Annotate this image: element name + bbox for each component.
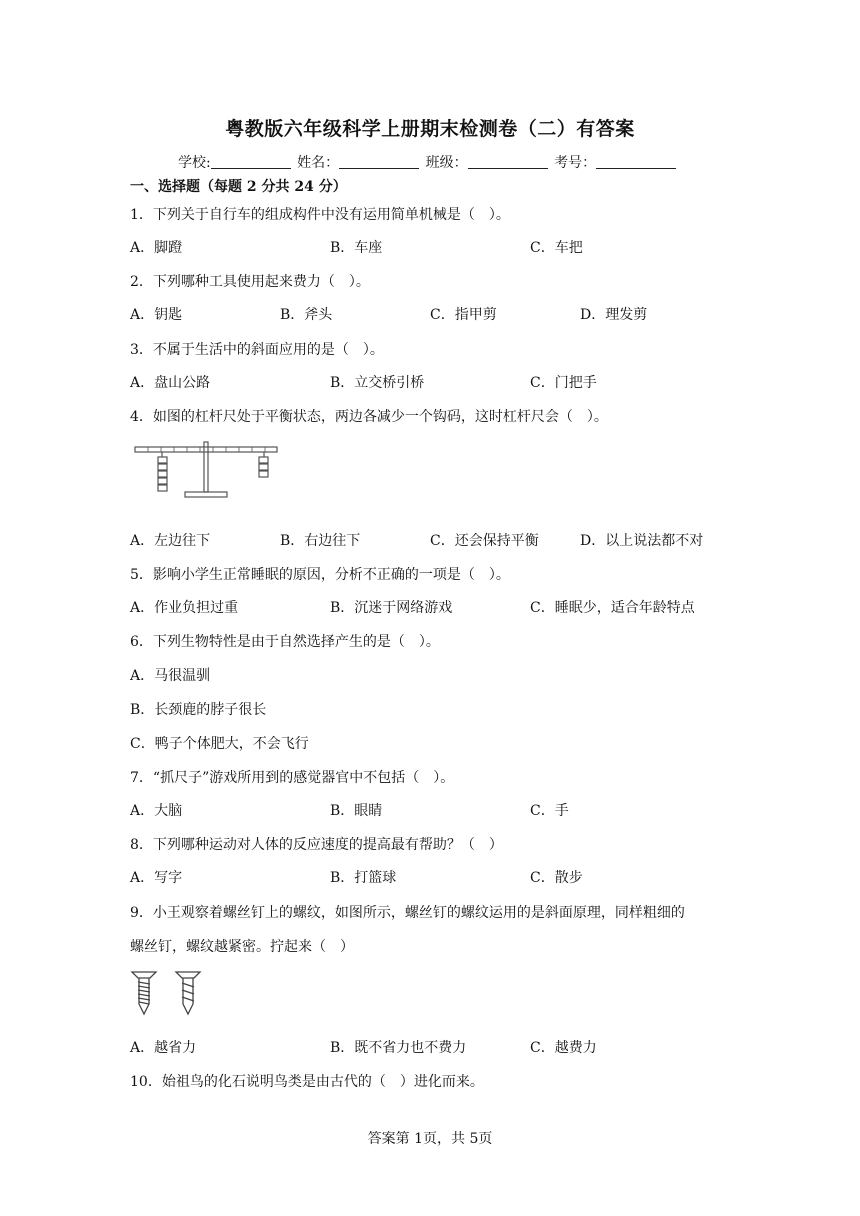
q2-option-c[interactable]: C．指甲剪 bbox=[430, 307, 497, 323]
q1-option-a[interactable]: A．脚蹬 bbox=[130, 240, 183, 256]
lever-balance-figure bbox=[133, 440, 279, 510]
q8-option-c[interactable]: C．散步 bbox=[530, 870, 583, 886]
q4-option-c[interactable]: C．还会保持平衡 bbox=[430, 533, 539, 549]
question-6: 6．下列生物特性是由于自然选择产生的是（ ）。 bbox=[130, 634, 440, 650]
question-9-line-2: 螺丝钉，螺纹越紧密。拧起来（ ） bbox=[130, 939, 354, 955]
q3-option-c[interactable]: C．门把手 bbox=[530, 375, 597, 391]
screws-figure bbox=[130, 968, 204, 1018]
school-label: 学校: bbox=[178, 155, 211, 171]
page-footer: 答案第 1页，共 5页 bbox=[367, 1131, 493, 1147]
q2-option-a[interactable]: A．钥匙 bbox=[130, 307, 183, 323]
question-5: 5．影响小学生正常睡眠的原因，分析不正确的一项是（ ）。 bbox=[130, 567, 510, 583]
class-blank[interactable] bbox=[468, 154, 548, 169]
question-2: 2．下列哪种工具使用起来费力（ ）。 bbox=[130, 274, 370, 290]
q9-option-a[interactable]: A．越省力 bbox=[130, 1040, 197, 1056]
q6-option-a[interactable]: A．马很温驯 bbox=[130, 668, 211, 684]
student-info-line bbox=[178, 152, 678, 172]
q5-option-a[interactable]: A．作业负担过重 bbox=[130, 600, 239, 616]
question-8: 8．下列哪种运动对人体的反应速度的提高最有帮助？（ ） bbox=[130, 837, 503, 853]
number-label: 考号： bbox=[554, 155, 597, 171]
school-blank[interactable] bbox=[211, 154, 291, 169]
q5-option-c[interactable]: C．睡眠少，适合年龄特点 bbox=[530, 600, 695, 616]
q4-option-d[interactable]: D．以上说法都不对 bbox=[580, 533, 704, 549]
name-blank[interactable] bbox=[339, 154, 419, 169]
page-title: 粤教版六年级科学上册期末检测卷（二）有答案 bbox=[225, 118, 635, 140]
q9-option-c[interactable]: C．越费力 bbox=[530, 1040, 597, 1056]
q8-option-a[interactable]: A．写字 bbox=[130, 870, 183, 886]
question-7: 7．“抓尺子”游戏所用到的感觉器官中不包括（ ）。 bbox=[130, 770, 455, 786]
q1-option-b[interactable]: B．车座 bbox=[330, 240, 383, 256]
question-4: 4．如图的杠杆尺处于平衡状态，两边各减少一个钩码，这时杠杆尺会（ ）。 bbox=[130, 409, 608, 425]
question-1: 1．下列关于自行车的组成构件中没有运用简单机械是（ ）。 bbox=[130, 207, 510, 223]
q7-option-c[interactable]: C．手 bbox=[530, 803, 569, 819]
q5-option-b[interactable]: B．沉迷于网络游戏 bbox=[330, 600, 453, 616]
q6-option-b[interactable]: B．长颈鹿的脖子很长 bbox=[130, 702, 267, 718]
q2-option-b[interactable]: B．斧头 bbox=[280, 307, 333, 323]
q7-option-b[interactable]: B．眼睛 bbox=[330, 803, 383, 819]
q7-option-a[interactable]: A．大脑 bbox=[130, 803, 183, 819]
section-heading: 一、选择题（每题 2 分共 24 分） bbox=[130, 179, 347, 195]
name-label: 姓名： bbox=[297, 155, 340, 171]
q8-option-b[interactable]: B．打篮球 bbox=[330, 870, 397, 886]
q4-option-a[interactable]: A．左边往下 bbox=[130, 533, 211, 549]
question-10: 10．始祖鸟的化石说明鸟类是由古代的（ ）进化而来。 bbox=[130, 1074, 484, 1090]
question-3: 3．不属于生活中的斜面应用的是（ ）。 bbox=[130, 342, 384, 358]
q3-option-a[interactable]: A．盘山公路 bbox=[130, 375, 211, 391]
q9-option-b[interactable]: B．既不省力也不费力 bbox=[330, 1040, 467, 1056]
q1-option-c[interactable]: C．车把 bbox=[530, 240, 583, 256]
q2-option-d[interactable]: D．理发剪 bbox=[580, 307, 648, 323]
q6-option-c[interactable]: C．鸭子个体肥大，不会飞行 bbox=[130, 736, 309, 752]
q4-option-b[interactable]: B．右边往下 bbox=[280, 533, 361, 549]
q3-option-b[interactable]: B．立交桥引桥 bbox=[330, 375, 425, 391]
class-label: 班级： bbox=[425, 155, 468, 171]
number-blank[interactable] bbox=[596, 154, 676, 169]
question-9: 9．小王观察着螺丝钉上的螺纹，如图所示，螺丝钉的螺纹运用的是斜面原理，同样粗细的 bbox=[130, 905, 685, 921]
